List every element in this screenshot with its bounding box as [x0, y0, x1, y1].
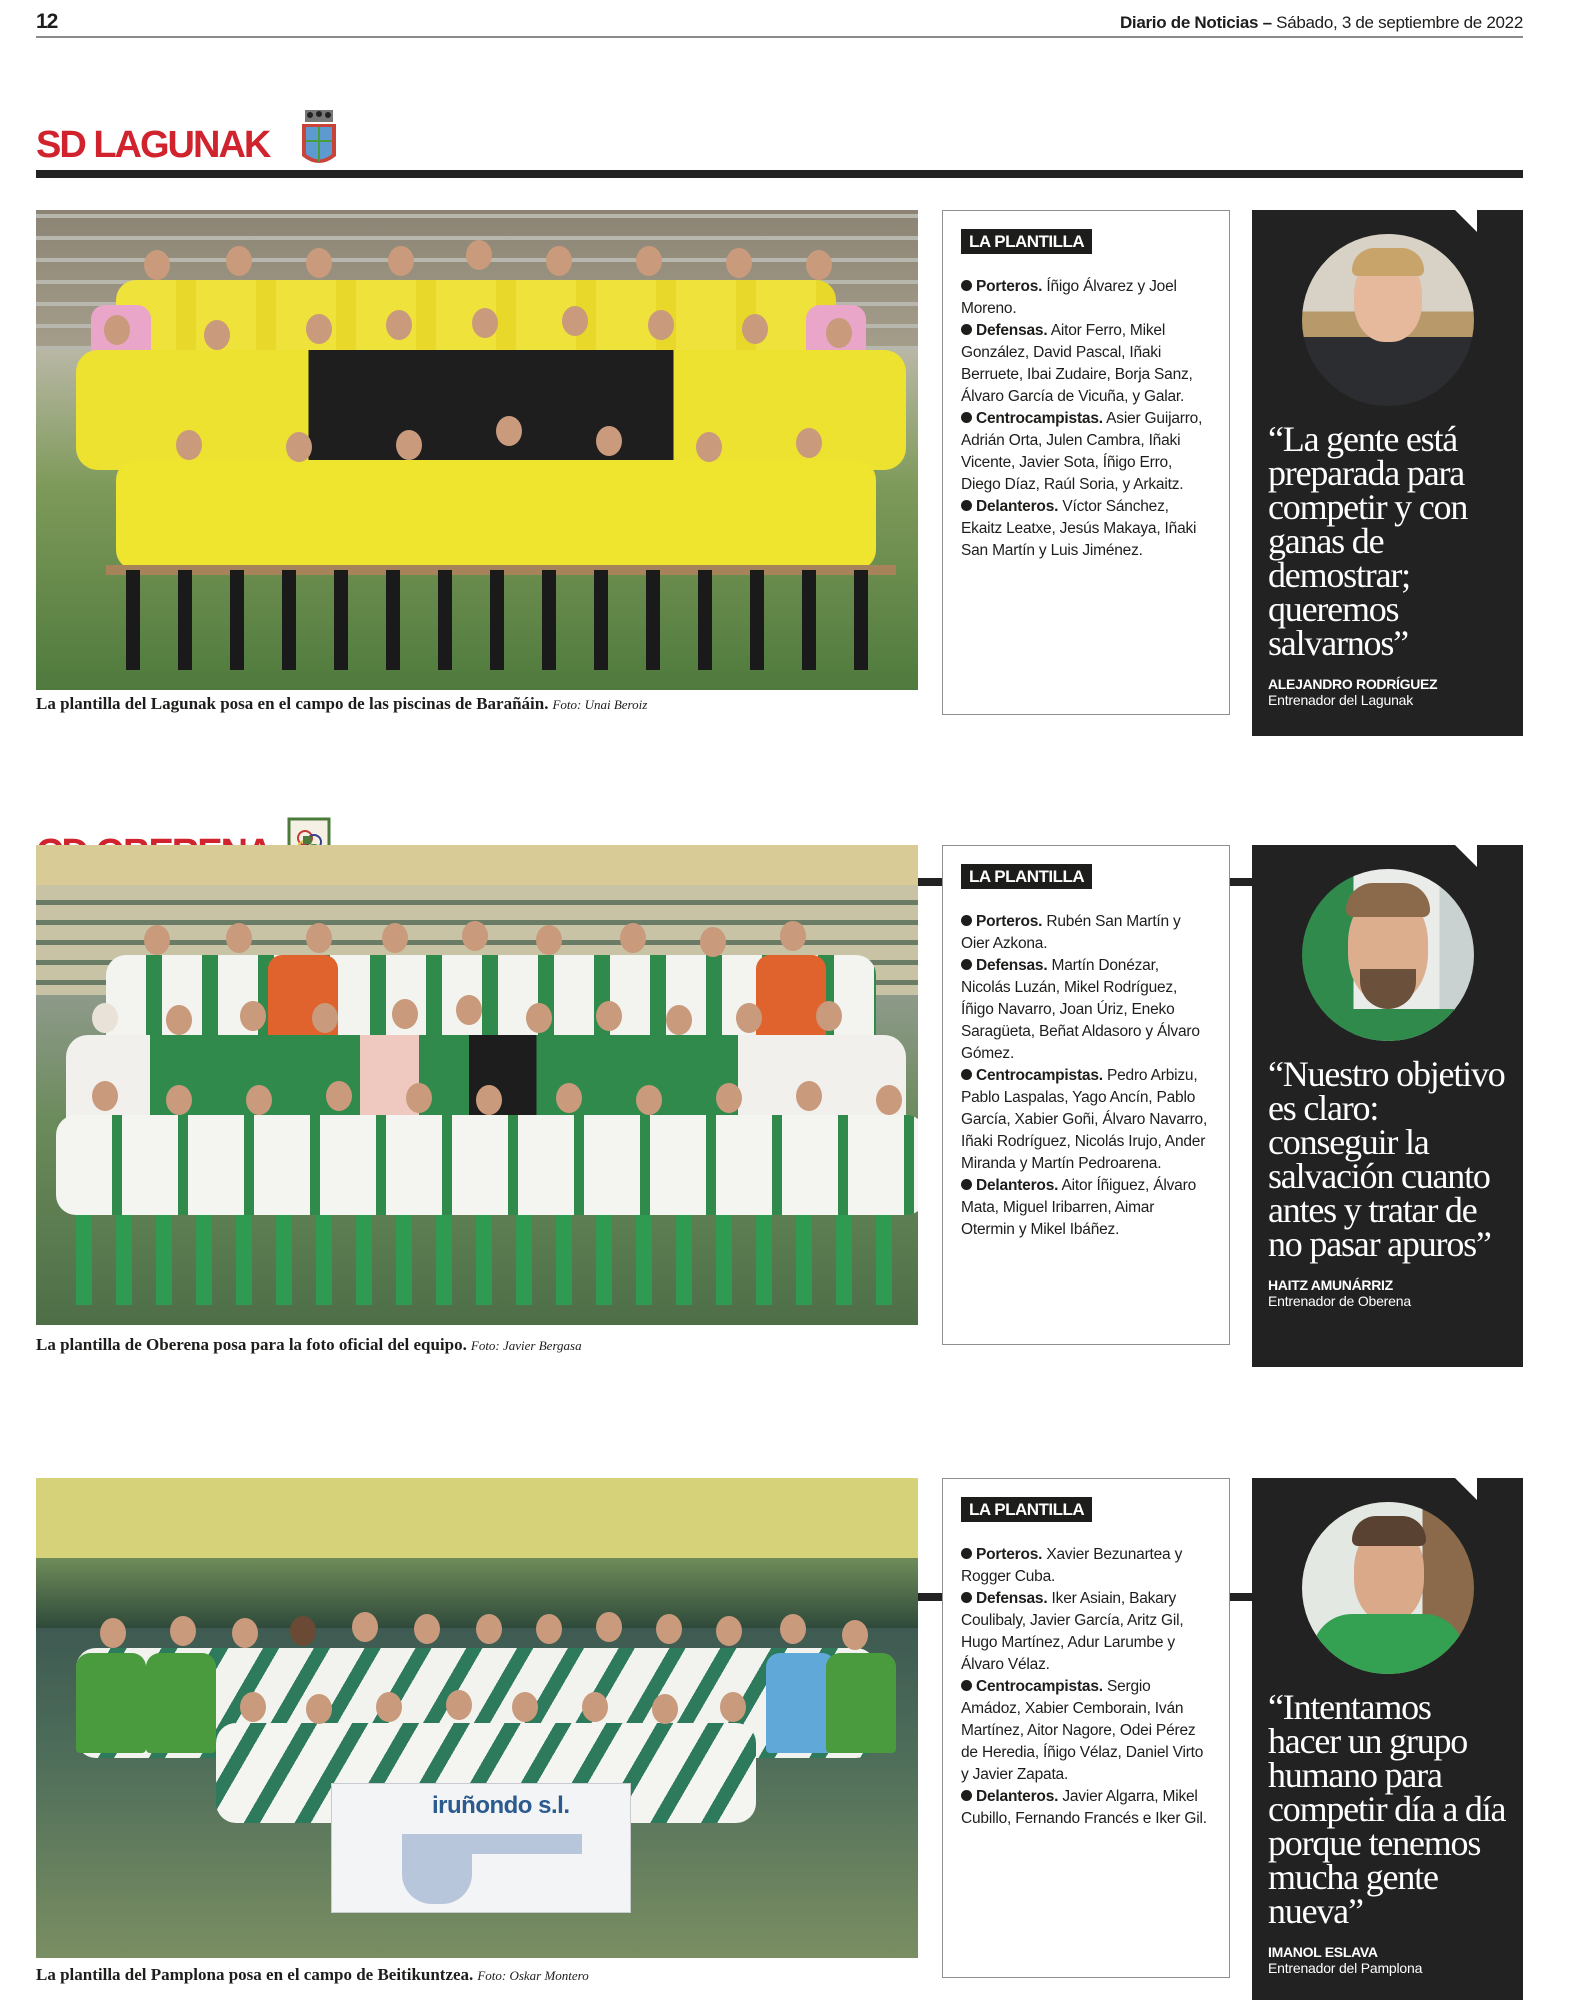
bullet-icon [961, 915, 972, 926]
player-list: Martín Donézar, Nicolás Luzán, Mikel Rodríguez, Íñigo Navarro, Joan Úriz, Eneko Saragüeta, Beñat Aldasoro y Álvaro Gómez. [961, 957, 1200, 1062]
coach-role: Entrenador del Pamplona [1268, 1960, 1423, 1976]
player-list: Íñigo Álvarez y Joel Moreno. [961, 278, 1177, 317]
page-header [36, 8, 1523, 38]
roster-group-porteros [961, 911, 1211, 955]
bullet-icon [961, 500, 972, 511]
position-label: Delanteros. [976, 1788, 1059, 1805]
roster-group-porteros [961, 276, 1211, 320]
team-photo-pamplona [36, 1478, 918, 1958]
bullet-icon [961, 1548, 972, 1559]
coach-photo [1302, 869, 1474, 1041]
player-list: Xavier Bezunartea y Rogger Cuba. [961, 1546, 1183, 1585]
bullet-icon [961, 1069, 972, 1080]
roster-group-porteros [961, 1544, 1211, 1588]
player-list: Javier Algarra, Mikel Cubillo, Fernando Francés e Iker Gil. [961, 1788, 1207, 1827]
dateline-separator: – [1258, 13, 1277, 32]
coach-quote-box [1252, 210, 1523, 736]
player-list: Pedro Arbizu, Pablo Laspalas, Yago Ancín, Pablo García, Xabier Goñi, Álvaro Navarro, Iñaki Rodríguez, Nicolás Irujo, Ander Miranda y Martín Pedroarena. [961, 1067, 1208, 1172]
roster-group-defensas [961, 320, 1211, 408]
roster-group-delanteros [961, 496, 1211, 562]
team-photo-lagunak [36, 210, 918, 690]
roster-group-centrocampistas [961, 408, 1211, 496]
coach-photo [1302, 234, 1474, 406]
roster-group-delanteros [961, 1786, 1211, 1830]
roster-box [942, 1478, 1230, 1978]
player-list: Rubén San Martín y Oier Azkona. [961, 913, 1181, 952]
caption-text: La plantilla del Pamplona posa en el campo de Beitikuntzea. [36, 1965, 474, 1984]
roster-group-centrocampistas [961, 1676, 1211, 1786]
roster-box [942, 210, 1230, 715]
position-label: Centrocampistas. [976, 1067, 1103, 1084]
photo-caption [36, 694, 936, 714]
publication-name: Diario de Noticias [1119, 13, 1259, 32]
publication-date: Sábado, 3 de septiembre de 2022 [1276, 13, 1523, 32]
quote-text: “Intentamos hacer un grupo humano para competir día a día porque tenemos mucha gente nueva” [1268, 1687, 1506, 1931]
position-label: Defensas. [976, 957, 1048, 974]
quote-text: “La gente está preparada para competir y con ganas de demostrar; queremos salvarnos” [1268, 419, 1468, 663]
position-label: Centrocampistas. [976, 410, 1103, 427]
corner-notch [1455, 1478, 1477, 1500]
coach-role: Entrenador del Lagunak [1268, 692, 1414, 708]
position-label: Delanteros. [976, 1177, 1059, 1194]
position-label: Porteros. [976, 278, 1043, 295]
bullet-icon [961, 1179, 972, 1190]
position-label: Porteros. [976, 913, 1043, 930]
caption-text: La plantilla de Oberena posa para la foto oficial del equipo. [36, 1335, 467, 1354]
roster-group-centrocampistas [961, 1065, 1211, 1175]
quote-text: “Nuestro objetivo es claro: conseguir la salvación cuanto antes y tratar de no pasar apuros” [1268, 1054, 1505, 1264]
photo-caption [36, 1965, 936, 1985]
coach-name: IMANOL ESLAVA [1268, 1944, 1378, 1960]
player-list: Iker Asiain, Bakary Coulibaly, Javier García, Aritz Gil, Hugo Martínez, Adur Larumbe y Álvaro Vélaz. [961, 1590, 1184, 1673]
photo-credit: Foto: Oskar Montero [477, 1968, 589, 1983]
lagunak-crest-icon [296, 108, 342, 172]
player-list: Sergio Amádoz, Xabier Cemborain, Iván Martínez, Aitor Nagore, Odei Pérez de Heredia, Íñigo Vélaz, Daniel Virto y Javier Zapata. [961, 1678, 1204, 1783]
page-number: 12 [36, 10, 58, 33]
corner-notch [1455, 210, 1477, 232]
coach-name: HAITZ AMUNÁRRIZ [1268, 1277, 1393, 1293]
player-list: Víctor Sánchez, Ekaitz Leatxe, Jesús Makaya, Iñaki San Martín y Luis Jiménez. [961, 498, 1197, 559]
coach-quote-box [1252, 1478, 1523, 2000]
caption-text: La plantilla del Lagunak posa en el campo de las piscinas de Barañáin. [36, 694, 549, 713]
sponsor-name: iruñondo s.l. [432, 1792, 570, 1819]
roster-group-defensas [961, 1588, 1211, 1676]
coach-name: ALEJANDRO RODRÍGUEZ [1268, 676, 1438, 692]
corner-notch [1455, 845, 1477, 867]
photo-caption [36, 1335, 936, 1355]
coach-role: Entrenador de Oberena [1268, 1293, 1411, 1309]
bullet-icon [961, 1592, 972, 1603]
position-label: Delanteros. [976, 498, 1059, 515]
coach-quote-box [1252, 845, 1523, 1367]
bullet-icon [961, 959, 972, 970]
roster-label: LA PLANTILLA [961, 229, 1092, 254]
roster-group-delanteros [961, 1175, 1211, 1241]
roster-group-defensas [961, 955, 1211, 1065]
coach-photo [1302, 1502, 1474, 1674]
player-list: Aitor Ferro, Mikel González, David Pascal, Iñaki Berruete, Ibai Zudaire, Borja Sanz, Álvaro García de Vicuña, y Galar. [961, 322, 1193, 405]
photo-credit: Foto: Unai Beroiz [552, 697, 648, 712]
section-rule [36, 170, 1523, 178]
bullet-icon [961, 324, 972, 335]
bullet-icon [961, 1790, 972, 1801]
roster-label: LA PLANTILLA [961, 864, 1092, 889]
dateline [1120, 13, 1523, 33]
sponsor-banner [331, 1783, 631, 1913]
bullet-icon [961, 412, 972, 423]
photo-credit: Foto: Javier Bergasa [470, 1338, 582, 1353]
player-list: Asier Guijarro, Adrián Orta, Julen Cambra, Iñaki Vicente, Javier Sota, Íñigo Erro, Diego Díaz, Raúl Soria, y Arkaitz. [961, 410, 1203, 493]
team-title: SD LAGUNAK [36, 124, 270, 166]
roster-label: LA PLANTILLA [961, 1497, 1092, 1522]
player-list: Aitor Íñiguez, Álvaro Mata, Miguel Iribarren, Aimar Otermin y Mikel Ibáñez. [961, 1177, 1196, 1238]
bullet-icon [961, 280, 972, 291]
roster-box [942, 845, 1230, 1345]
position-label: Defensas. [976, 1590, 1048, 1607]
section-header-lagunak [36, 98, 1523, 178]
bullet-icon [961, 1680, 972, 1691]
team-photo-oberena [36, 845, 918, 1325]
position-label: Centrocampistas. [976, 1678, 1103, 1695]
position-label: Defensas. [976, 322, 1048, 339]
position-label: Porteros. [976, 1546, 1043, 1563]
